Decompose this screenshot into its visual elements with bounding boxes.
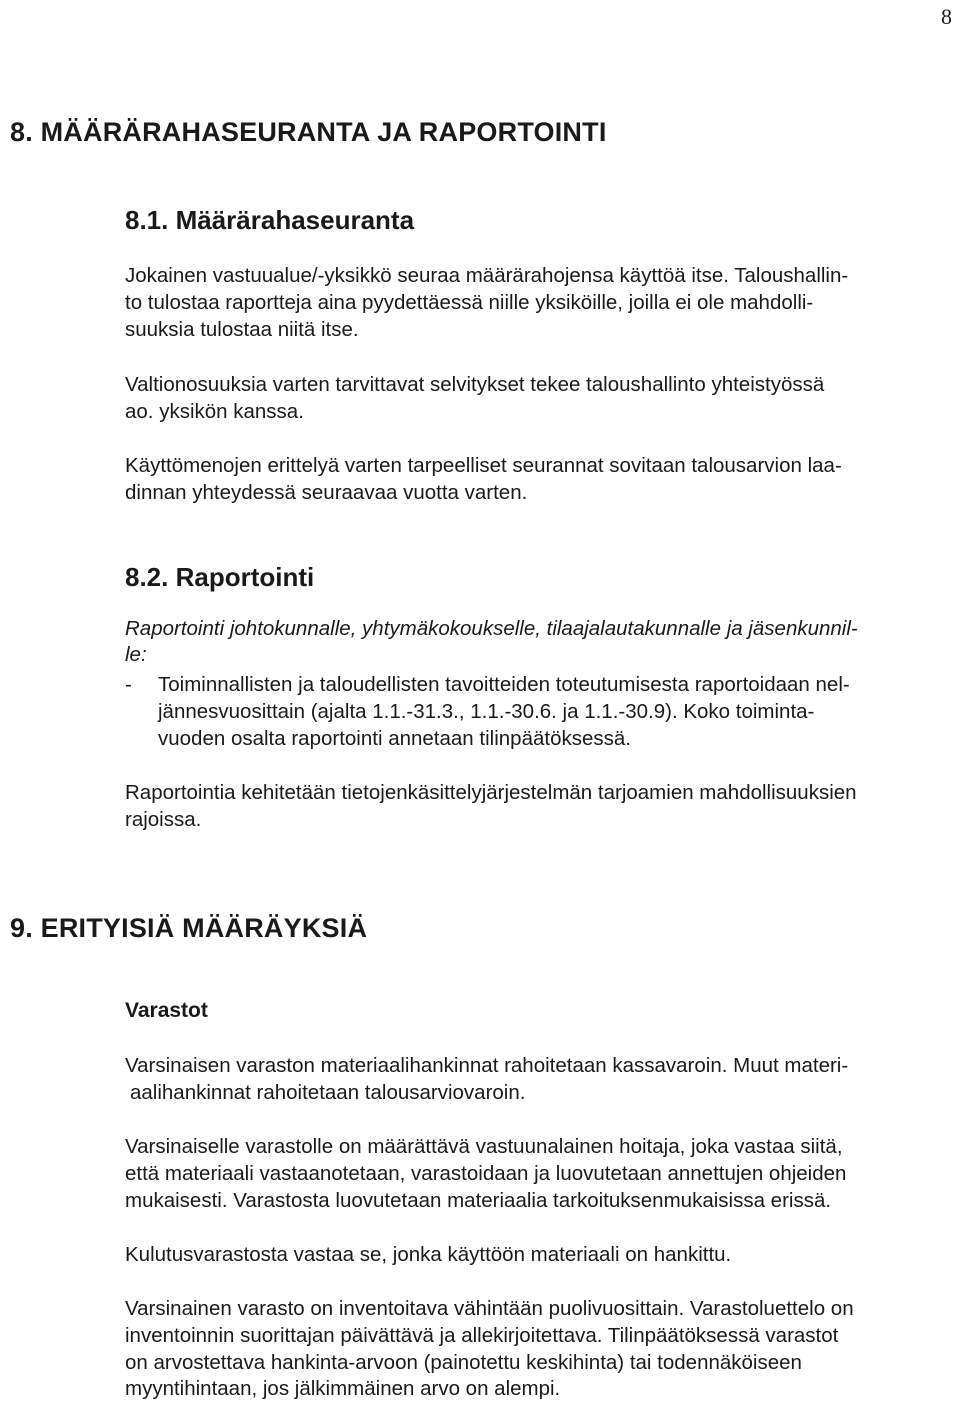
- text-line: Valtionosuuksia varten tarvittavat selvitykset tekee taloushallinto yhteistyössä: [125, 373, 825, 396]
- text-line: Raportointi johtokunnalle, yhtymäkokoukselle, tilaajalautakunnalle ja jäsenkunnil-: [125, 617, 858, 640]
- section-8-1-heading: 8.1. Määrärahaseuranta: [125, 205, 415, 235]
- text-line: Toiminnallisten ja taloudellisten tavoitteiden toteutumisesta raportoidaan nel-: [158, 673, 850, 696]
- text-line: to tulostaa raportteja aina pyydettäessä niille yksiköille, joilla ei ole mahdolli-: [125, 291, 814, 314]
- text-line: Käyttömenojen erittelyä varten tarpeelliset seurannat sovitaan talousarvion laa-: [125, 454, 842, 477]
- text-line: ao. yksikön kanssa.: [125, 400, 304, 423]
- section-9-heading: 9. ERITYISIÄ MÄÄRÄYKSIÄ: [10, 913, 368, 943]
- text-line: suuksia tulostaa niitä itse.: [125, 318, 359, 341]
- section-8-2-heading: 8.2. Raportointi: [125, 562, 315, 592]
- text-line: aalihankinnat rahoitetaan talousarviovaroin.: [130, 1081, 526, 1104]
- text-line: Jokainen vastuualue/-yksikkö seuraa määrärahojensa käyttöä itse. Taloushallin-: [125, 264, 849, 287]
- text-line: inventoinnin suorittajan päivättävä ja allekirjoitettava. Tilinpäätöksessä varastot: [125, 1324, 839, 1347]
- text-line: dinnan yhteydessä seuraavaa vuotta varten.: [125, 481, 528, 504]
- page-number: 8: [941, 4, 952, 29]
- text-line: mukaisesti. Varastosta luovutetaan materiaalia tarkoituksenmukaisissa erissä.: [125, 1189, 832, 1212]
- text-line: että materiaali vastaanotetaan, varastoidaan ja luovutetaan annettujen ohjeiden: [125, 1162, 847, 1185]
- text-line: Varsinaiselle varastolle on määrättävä vastuunalainen hoitaja, joka vastaa siitä,: [125, 1135, 843, 1158]
- text-line: rajoissa.: [125, 808, 202, 831]
- text-line: le:: [125, 643, 147, 666]
- text-line: Varsinaisen varaston materiaalihankinnat rahoitetaan kassavaroin. Muut materi-: [125, 1054, 849, 1077]
- text-line: on arvostettava hankinta-arvoon (painotettu keskihinta) tai todennäköiseen: [125, 1351, 802, 1374]
- text-line: myyntihintaan, jos jälkimmäinen arvo on alempi.: [125, 1377, 561, 1400]
- text-line: Varsinainen varasto on inventoitava vähintään puolivuosittain. Varastoluettelo on: [125, 1297, 854, 1320]
- list-bullet: -: [125, 673, 132, 696]
- section-8-heading: 8. MÄÄRÄRAHASEURANTA JA RAPORTOINTI: [10, 117, 607, 147]
- text-line: Kulutusvarastosta vastaa se, jonka käyttöön materiaali on hankittu.: [125, 1243, 732, 1266]
- text-line: jännesvuosittain (ajalta 1.1.-31.3., 1.1.-30.6. ja 1.1.-30.9). Koko toiminta-: [158, 700, 815, 723]
- text-line: vuoden osalta raportointi annetaan tilinpäätöksessä.: [158, 727, 631, 750]
- varastot-heading: Varastot: [125, 999, 208, 1022]
- text-line: Raportointia kehitetään tietojenkäsittelyjärjestelmän tarjoamien mahdollisuuksien: [125, 781, 857, 804]
